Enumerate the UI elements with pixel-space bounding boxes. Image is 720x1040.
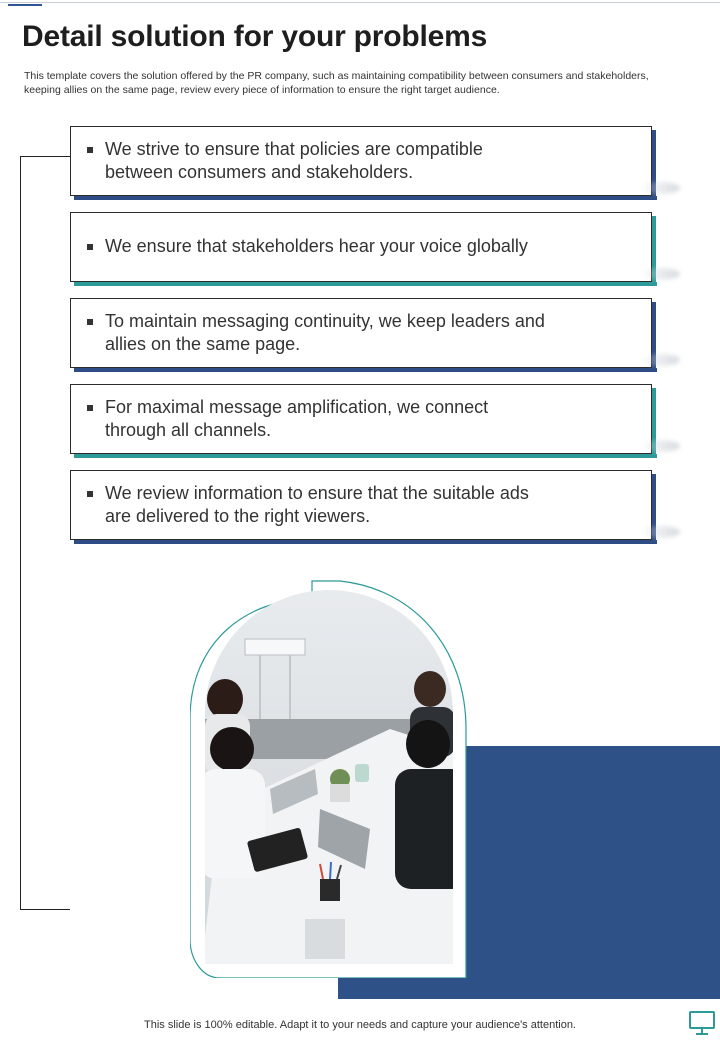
solution-card-3 — [70, 298, 652, 368]
top-tab-accent — [8, 4, 42, 6]
solution-card-1 — [70, 126, 652, 196]
page-title: Detail solution for your problems — [22, 20, 488, 53]
bullet-icon — [87, 147, 93, 153]
solution-text-1-line2: between consumers and stakeholders. — [105, 162, 414, 182]
card-shadow — [640, 526, 680, 538]
solution-text-5-line2: are delivered to the right viewers. — [105, 506, 371, 526]
solution-text-4 — [105, 396, 635, 442]
card-shadow — [640, 268, 680, 280]
monitor-icon[interactable] — [688, 1010, 716, 1036]
bullet-icon — [87, 319, 93, 325]
top-rule — [0, 2, 720, 3]
solution-text-3 — [105, 310, 635, 356]
solution-text-2 — [105, 235, 635, 258]
solution-text-3-line1: To maintain messaging continuity, we keep leaders and — [105, 311, 545, 331]
bullet-icon — [87, 405, 93, 411]
solution-text-1 — [105, 138, 635, 184]
solution-card-2 — [70, 212, 652, 282]
solution-card-5 — [70, 470, 652, 540]
solution-text-5 — [105, 482, 635, 528]
solution-text-3-line2: allies on the same page. — [105, 334, 301, 354]
card-shadow — [640, 440, 680, 452]
page-subtitle: This template covers the solution offered by the PR company, such as maintaining compatibility between consumers and stakeholders, keeping allies on the same page, review every piece of information to ensure the right target audience. — [24, 70, 649, 96]
solution-text-4-line1: For maximal message amplification, we connect — [105, 397, 489, 417]
team-meeting-photo — [190, 579, 467, 978]
bullet-icon — [87, 244, 93, 250]
solution-text-1-line1: We strive to ensure that policies are compatible — [105, 139, 483, 159]
bullet-icon — [87, 491, 93, 497]
solution-text-4-line2: through all channels. — [105, 420, 272, 440]
solution-text-2-line1: We ensure that stakeholders hear your voice globally — [105, 236, 528, 256]
card-shadow — [640, 182, 680, 194]
card-shadow — [640, 354, 680, 366]
bracket-line — [20, 156, 70, 910]
solution-card-4 — [70, 384, 652, 454]
footer-note: This slide is 100% editable. Adapt it to your needs and capture your audience's attention. — [144, 1019, 576, 1031]
solution-text-5-line1: We review information to ensure that the suitable ads — [105, 483, 529, 503]
